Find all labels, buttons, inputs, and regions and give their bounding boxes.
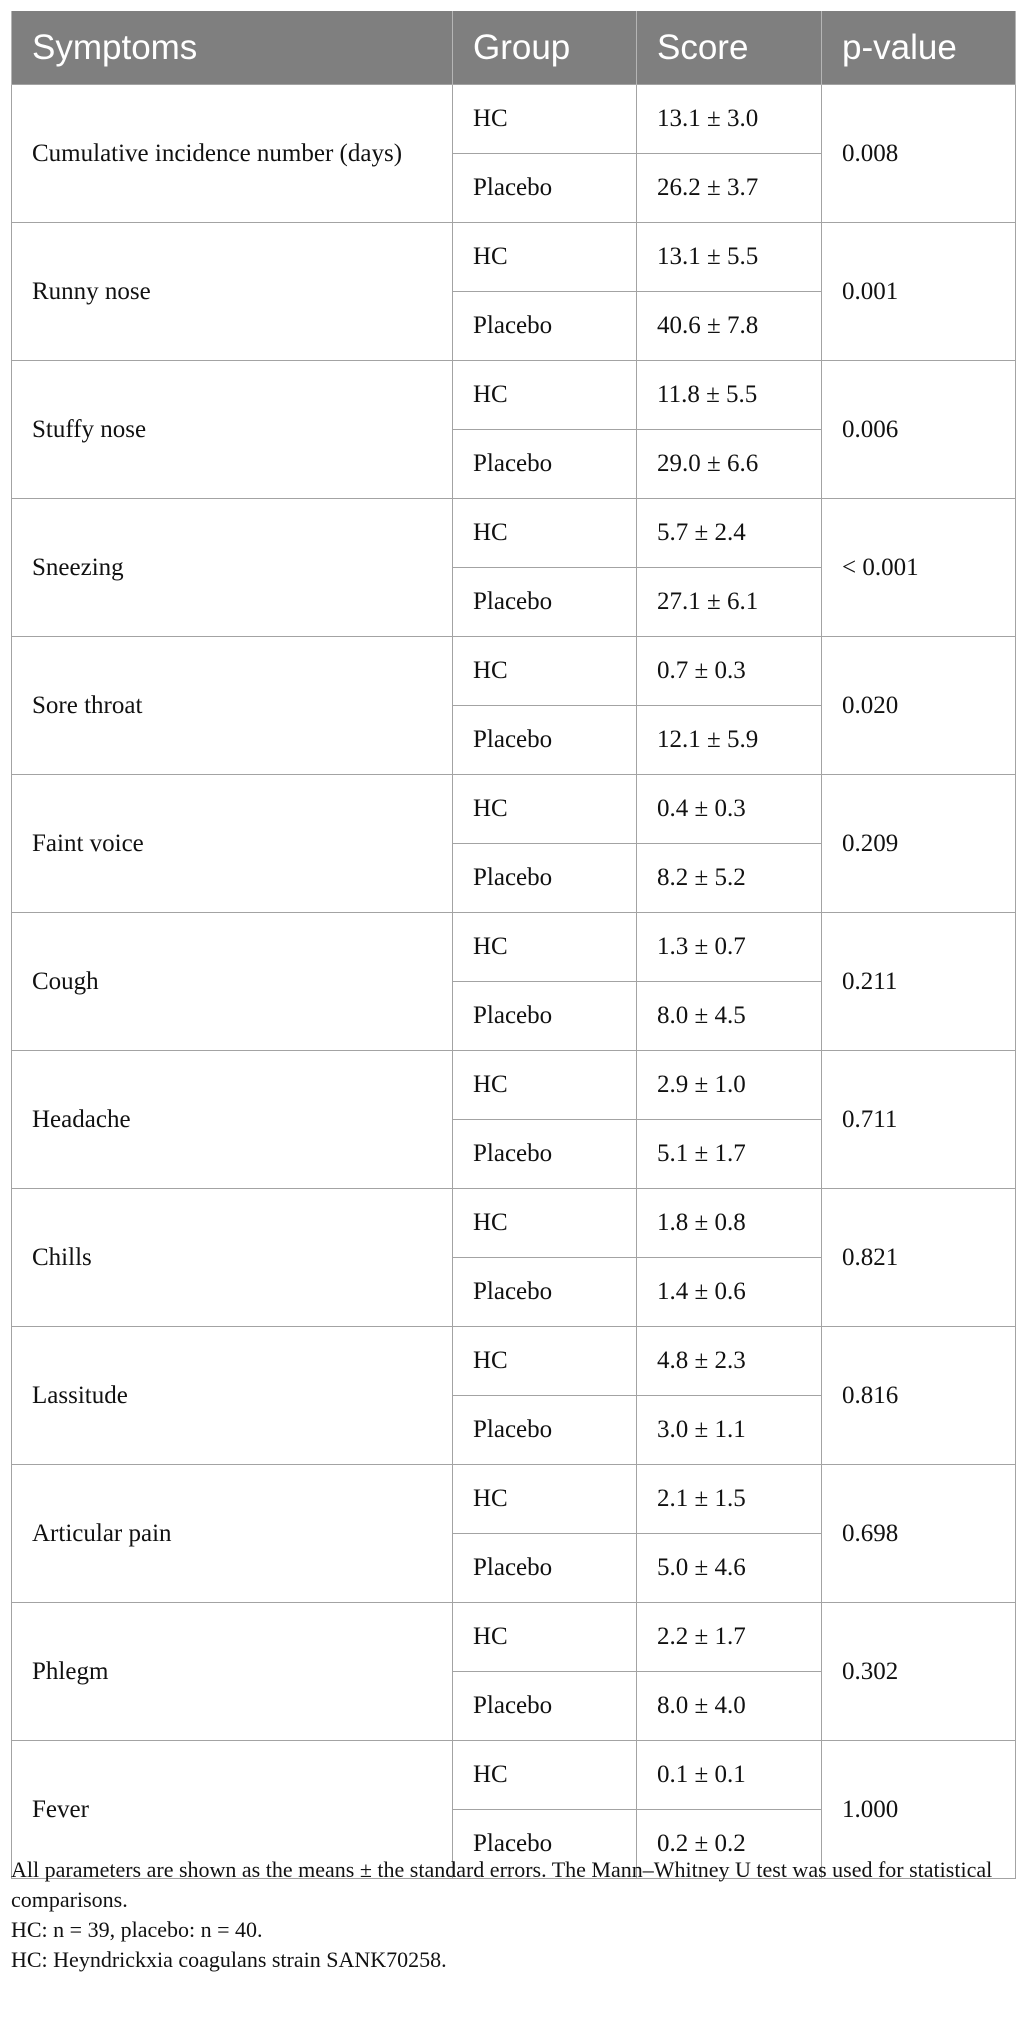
group-cell: HC — [453, 1741, 637, 1810]
table-row-hc — [12, 775, 1016, 844]
symptom-score-table — [11, 11, 1016, 1879]
header-score: Score — [637, 11, 822, 85]
footnote-method: All parameters are shown as the means ± the standard errors. The Mann–Whitney U test was used for statistical comparisons. — [11, 1857, 993, 1912]
group-cell: Placebo — [453, 430, 637, 499]
footnote-sample-size: HC: n = 39, placebo: n = 40. — [11, 1917, 263, 1942]
table-row-hc — [12, 1603, 1016, 1672]
score-cell: 4.8 ± 2.3 — [637, 1327, 822, 1396]
score-cell: 2.9 ± 1.0 — [637, 1051, 822, 1120]
pvalue-cell: 0.211 — [822, 913, 1016, 1051]
group-cell: HC — [453, 361, 637, 430]
score-cell: 3.0 ± 1.1 — [637, 1396, 822, 1465]
score-cell: 29.0 ± 6.6 — [637, 430, 822, 499]
score-cell: 5.7 ± 2.4 — [637, 499, 822, 568]
score-cell: 26.2 ± 3.7 — [637, 154, 822, 223]
table-body — [12, 85, 1016, 1879]
header-row — [12, 11, 1016, 85]
pvalue-cell: 1.000 — [822, 1741, 1016, 1879]
symptom-cell: Headache — [12, 1051, 453, 1189]
pvalue-cell: 0.001 — [822, 223, 1016, 361]
header-pvalue: p-value — [822, 11, 1016, 85]
symptom-cell: Cough — [12, 913, 453, 1051]
pvalue-cell: 0.008 — [822, 85, 1016, 223]
table-row-hc — [12, 499, 1016, 568]
pvalue-cell: 0.302 — [822, 1603, 1016, 1741]
group-cell: HC — [453, 1189, 637, 1258]
score-cell: 13.1 ± 5.5 — [637, 223, 822, 292]
symptom-cell: Cumulative incidence number (days) — [12, 85, 453, 223]
symptom-cell: Runny nose — [12, 223, 453, 361]
group-cell: Placebo — [453, 292, 637, 361]
group-cell: Placebo — [453, 154, 637, 223]
score-cell: 0.2 ± 0.2 — [637, 1810, 822, 1879]
table-header — [12, 11, 1016, 85]
table-footnotes — [11, 1855, 1015, 1975]
group-cell: Placebo — [453, 1258, 637, 1327]
group-cell: Placebo — [453, 1534, 637, 1603]
group-cell: Placebo — [453, 1672, 637, 1741]
table-row-hc — [12, 1189, 1016, 1258]
score-cell: 8.0 ± 4.5 — [637, 982, 822, 1051]
group-cell: HC — [453, 1603, 637, 1672]
group-cell: HC — [453, 499, 637, 568]
pvalue-cell: 0.020 — [822, 637, 1016, 775]
score-cell: 40.6 ± 7.8 — [637, 292, 822, 361]
table-row-hc — [12, 223, 1016, 292]
symptom-cell: Sore throat — [12, 637, 453, 775]
group-cell: Placebo — [453, 982, 637, 1051]
symptom-score-table-container — [11, 11, 1015, 1879]
score-cell: 2.2 ± 1.7 — [637, 1603, 822, 1672]
group-cell: Placebo — [453, 1120, 637, 1189]
score-cell: 0.1 ± 0.1 — [637, 1741, 822, 1810]
score-cell: 2.1 ± 1.5 — [637, 1465, 822, 1534]
score-cell: 8.2 ± 5.2 — [637, 844, 822, 913]
group-cell: Placebo — [453, 1396, 637, 1465]
table-row-hc — [12, 1327, 1016, 1396]
score-cell: 13.1 ± 3.0 — [637, 85, 822, 154]
symptom-cell: Chills — [12, 1189, 453, 1327]
symptom-cell: Sneezing — [12, 499, 453, 637]
score-cell: 5.0 ± 4.6 — [637, 1534, 822, 1603]
table-row-hc — [12, 637, 1016, 706]
score-cell: 8.0 ± 4.0 — [637, 1672, 822, 1741]
header-group: Group — [453, 11, 637, 85]
group-cell: HC — [453, 1051, 637, 1120]
group-cell: HC — [453, 1465, 637, 1534]
header-symptoms: Symptoms — [12, 11, 453, 85]
symptom-cell: Articular pain — [12, 1465, 453, 1603]
pvalue-cell: 0.209 — [822, 775, 1016, 913]
symptom-cell: Faint voice — [12, 775, 453, 913]
pvalue-cell: < 0.001 — [822, 499, 1016, 637]
symptom-cell: Stuffy nose — [12, 361, 453, 499]
group-cell: HC — [453, 637, 637, 706]
footnote-abbreviation: HC: Heyndrickxia coagulans strain SANK70258. — [11, 1947, 447, 1972]
pvalue-cell: 0.698 — [822, 1465, 1016, 1603]
group-cell: Placebo — [453, 706, 637, 775]
symptom-cell: Phlegm — [12, 1603, 453, 1741]
table-row-hc — [12, 913, 1016, 982]
table-row-hc — [12, 85, 1016, 154]
table-row-hc — [12, 1465, 1016, 1534]
group-cell: HC — [453, 1327, 637, 1396]
score-cell: 0.7 ± 0.3 — [637, 637, 822, 706]
symptom-cell: Fever — [12, 1741, 453, 1879]
pvalue-cell: 0.711 — [822, 1051, 1016, 1189]
score-cell: 12.1 ± 5.9 — [637, 706, 822, 775]
symptom-cell: Lassitude — [12, 1327, 453, 1465]
pvalue-cell: 0.816 — [822, 1327, 1016, 1465]
group-cell: Placebo — [453, 1810, 637, 1879]
table-row-hc — [12, 1741, 1016, 1810]
group-cell: HC — [453, 85, 637, 154]
table-row-hc — [12, 361, 1016, 430]
group-cell: Placebo — [453, 844, 637, 913]
pvalue-cell: 0.821 — [822, 1189, 1016, 1327]
group-cell: Placebo — [453, 568, 637, 637]
table-row-hc — [12, 1051, 1016, 1120]
score-cell: 1.8 ± 0.8 — [637, 1189, 822, 1258]
group-cell: HC — [453, 913, 637, 982]
pvalue-cell: 0.006 — [822, 361, 1016, 499]
group-cell: HC — [453, 223, 637, 292]
score-cell: 0.4 ± 0.3 — [637, 775, 822, 844]
score-cell: 11.8 ± 5.5 — [637, 361, 822, 430]
score-cell: 5.1 ± 1.7 — [637, 1120, 822, 1189]
score-cell: 1.4 ± 0.6 — [637, 1258, 822, 1327]
group-cell: HC — [453, 775, 637, 844]
score-cell: 27.1 ± 6.1 — [637, 568, 822, 637]
score-cell: 1.3 ± 0.7 — [637, 913, 822, 982]
